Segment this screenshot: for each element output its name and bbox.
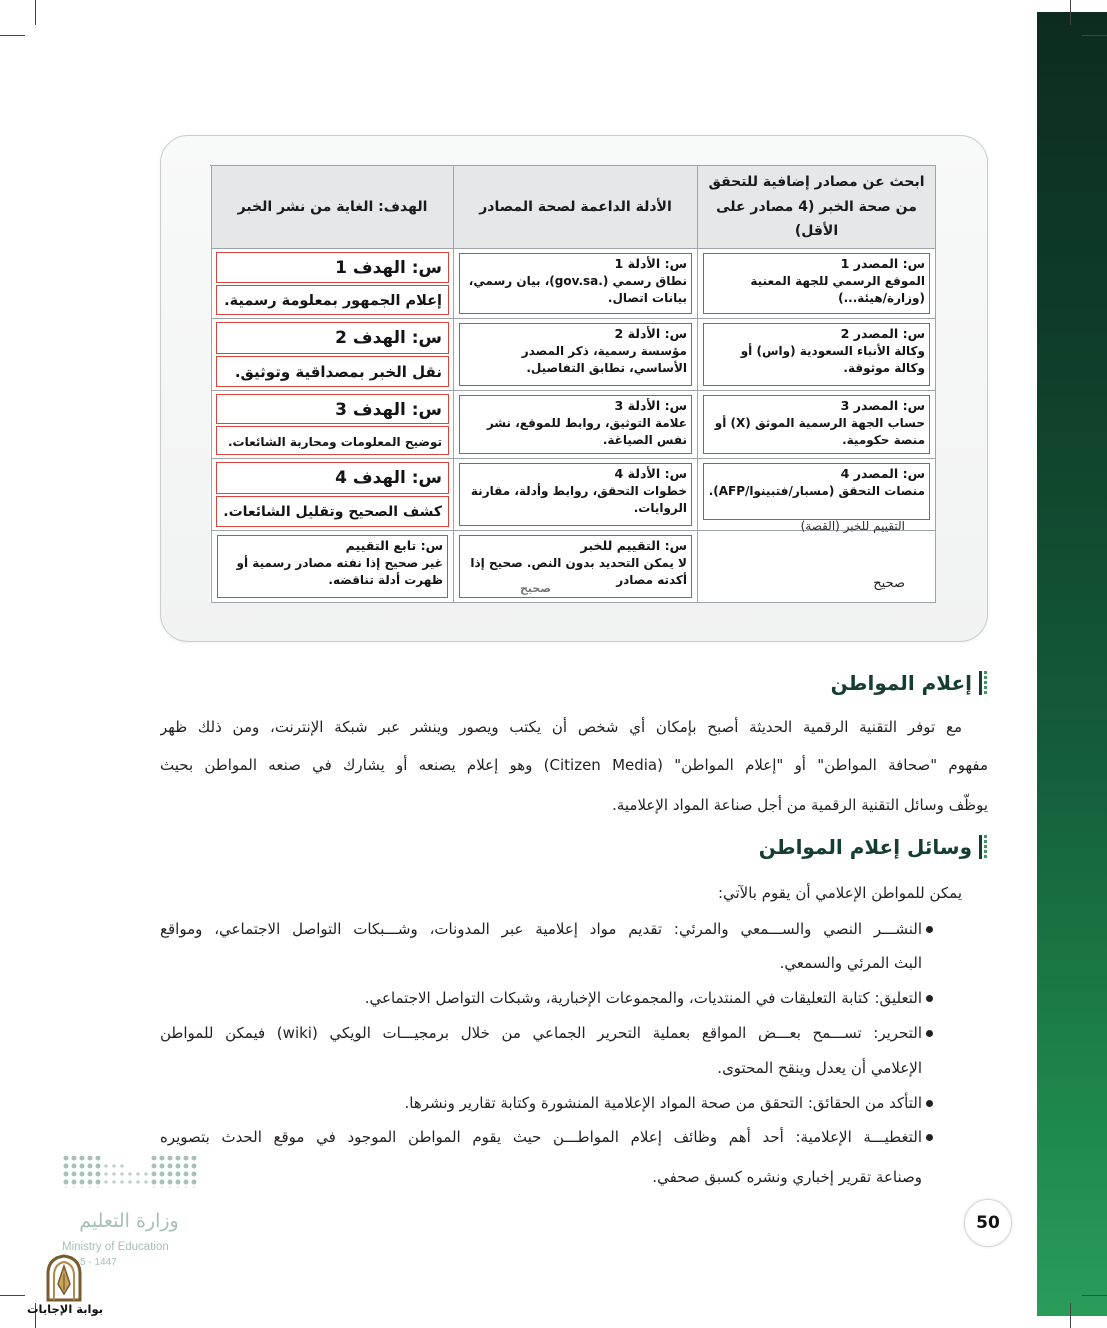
- source-question: س: المصدر 1: [840, 256, 925, 271]
- bullet-dot: [926, 1100, 933, 1107]
- crop-mark: [1070, 0, 1071, 25]
- bullet-text: التعليق: كتابة التعليقات في المنتديات، والمجموعات الإخبارية، وشبكات التواصل الاجتماعي.: [364, 989, 922, 1007]
- section-heading-citizen-media: إعلام المواطن: [830, 671, 972, 695]
- evidence-answer: خطوات التحقق، روابط وأدلة، مقارنة الروايات.: [470, 483, 687, 515]
- crop-mark: [1082, 35, 1107, 36]
- goal-question-box: [216, 252, 449, 283]
- verification-table: [210, 165, 936, 603]
- page-number: 50: [964, 1199, 1012, 1247]
- evidence-question: س: الأدلة 4: [614, 466, 687, 481]
- source-answer-box: [703, 323, 930, 386]
- evidence-cell: [453, 319, 697, 391]
- heading-bar-icon: [977, 671, 989, 695]
- ministry-dots-icon: [62, 1154, 198, 1196]
- bullet-dot: [926, 995, 933, 1002]
- evidence-cell: [453, 249, 697, 319]
- heading-bar-icon: [977, 835, 989, 859]
- source-answer: حساب الجهة الرسمية الموثق (X) أو منصة حكومية.: [714, 415, 925, 447]
- bullet-text: النشـــر النصي والســـمعي والمرئي: تقديم مواد إعلامية عبر المدونات، وشـــبكات التواصل الاجتماعي، ومواقع: [160, 920, 922, 938]
- rating-answer-text: لا يمكن التحديد بدون النص. صحيح إذا أكدته مصادر: [470, 555, 687, 587]
- source-cell: [697, 249, 935, 319]
- source-cell: [697, 459, 935, 531]
- header-evidence-text: الأدلة الداعمة لصحة المصادر: [479, 198, 672, 215]
- rating-goal-cell: [211, 531, 453, 603]
- bullet-dot: [926, 926, 933, 933]
- goal-answer: توضيح المعلومات ومحاربة الشائعات.: [227, 434, 442, 449]
- evidence-answer: نطاق رسمي (.gov.sa)، بيان رسمي، بيانات اتصال.: [468, 273, 687, 305]
- rating-evidence-box: [459, 535, 692, 598]
- goal-question: س: الهدف 3: [335, 400, 442, 420]
- goal-question-box: [216, 322, 449, 354]
- goal-cell: [211, 459, 453, 531]
- crop-mark: [35, 0, 36, 25]
- goal-answer-box: [216, 426, 449, 456]
- source-answer: منصات التحقق (مسبار/فتبينوا/AFP).: [708, 483, 925, 498]
- paragraph-line: مع توفر التقنية الرقمية الحديثة أصبح بإمكان أي شخص أن يكتب ويصور وينشر عبر شبكة الإنترنت، ومن ذلك ظهر: [160, 718, 962, 736]
- header-evidence: [453, 166, 697, 249]
- goal-question: س: الهدف 2: [335, 328, 442, 348]
- goal-cell: [211, 319, 453, 391]
- source-question: س: المصدر 4: [840, 466, 925, 481]
- goal-answer-box: [216, 356, 449, 388]
- rating-followup-answer: غير صحيح إذا نفته مصادر رسمية أو ظهرت أدلة تناقضه.: [236, 555, 443, 587]
- rating-answer: صحيح: [873, 576, 905, 591]
- source-answer-box: [703, 253, 930, 314]
- evidence-answer: مؤسسة رسمية، ذكر المصدر الأساسي، تطابق التفاصيل.: [521, 343, 687, 375]
- crop-mark: [0, 35, 25, 36]
- bullet-text: التأكد من الحقائق: التحقق من صحة المواد الإعلامية المنشورة وكتابة تقارير ونشرها.: [404, 1094, 922, 1112]
- evidence-answer: علامة التوثيق، روابط للموقع، نشر نفس الصياغة.: [486, 415, 687, 447]
- paragraph-line: مفهوم "صحافة المواطن" أو "إعلام المواطن" (Citizen Media) وهو إعلام يصنعه أو يشارك في صنعه المواطن بحيث: [160, 756, 988, 774]
- source-cell: [697, 391, 935, 459]
- source-answer: الموقع الرسمي للجهة المعنية (وزارة/هيئة...): [750, 273, 925, 305]
- printed-rating-label: التقييم للخبر (القصة): [800, 519, 905, 533]
- rating-evidence-cell: [453, 531, 697, 603]
- rating-goal-box: [217, 535, 448, 598]
- evidence-cell: [453, 459, 697, 531]
- ministry-name-arabic: وزارة التعليم: [79, 1210, 179, 1232]
- header-goal: [211, 166, 453, 249]
- goal-answer-box: [216, 285, 449, 316]
- goal-answer: نقل الخبر بمصداقية وتوثيق.: [234, 362, 442, 381]
- goal-question: س: الهدف 4: [335, 468, 442, 488]
- bullet-text: التغطيـــة الإعلامية: أحد أهم وظائف إعلام المواطـــن حيث يقوم المواطن الموجود في موقع الحدث بتصويره: [160, 1128, 922, 1146]
- source-answer: وكالة الأنباء السعودية (واس) أو وكالة موثوقة.: [740, 343, 925, 375]
- evidence-answer-box: [459, 463, 692, 526]
- ministry-name-english: Ministry of Education: [62, 1241, 169, 1253]
- rating-overlay-text: صحيح: [520, 582, 551, 596]
- source-answer-box: [703, 463, 930, 520]
- rating-source-cell: [697, 531, 935, 603]
- bullet-continuation: الإعلامي أن يعدل وينقح المحتوى.: [717, 1059, 922, 1077]
- goal-answer-box: [216, 496, 449, 528]
- rating-question: س: التقييم للخبر: [580, 538, 687, 553]
- header-goal-text: الهدف: الغاية من نشر الخبر: [237, 198, 428, 215]
- goal-question-box: [216, 462, 449, 494]
- arch-pen-icon: [40, 1254, 88, 1302]
- evidence-answer-box: [459, 253, 692, 314]
- crop-mark: [1070, 1303, 1071, 1328]
- paragraph-line: يوظّف وسائل التقنية الرقمية من أجل صناعة المواد الإعلامية.: [612, 796, 988, 814]
- source-question: س: المصدر 3: [840, 398, 925, 413]
- goal-cell: [211, 391, 453, 459]
- crop-mark: [1082, 1295, 1107, 1296]
- source-cell: [697, 319, 935, 391]
- evidence-question: س: الأدلة 1: [614, 256, 687, 271]
- goal-cell: [211, 249, 453, 319]
- source-answer-box: [703, 395, 930, 454]
- bullet-dot: [926, 1134, 933, 1141]
- evidence-question: س: الأدلة 3: [614, 398, 687, 413]
- header-sources: [697, 166, 935, 249]
- header-sources-text: ابحث عن مصادر إضافية للتحقق من صحة الخبر (4 مصادر على الأقل): [708, 174, 925, 240]
- evidence-answer-box: [459, 395, 692, 454]
- evidence-answer-box: [459, 323, 692, 386]
- goal-answer: إعلام الجمهور بمعلومة رسمية.: [224, 292, 442, 309]
- edition-year: 5 - 1447: [80, 1257, 117, 1268]
- bullet-continuation: البث المرئي والسمعي.: [779, 954, 922, 972]
- source-question: س: المصدر 2: [840, 326, 925, 341]
- goal-question: س: الهدف 1: [335, 258, 442, 278]
- goal-answer: كشف الصحيح وتقليل الشائعات.: [223, 503, 442, 520]
- evidence-cell: [453, 391, 697, 459]
- crop-mark: [0, 1295, 25, 1296]
- evidence-question: س: الأدلة 2: [614, 326, 687, 341]
- section-heading-citizen-media-tools: وسائل إعلام المواطن: [758, 835, 972, 859]
- side-color-band: [1037, 12, 1107, 1316]
- gate-logo-text: بوابة الإجابات: [26, 1302, 104, 1316]
- rating-followup-question: س: تابع التقييم: [345, 538, 443, 553]
- bullet-text: التحرير: تســـمح بعـــض المواقع بعملية التحرير الجماعي من خلال برمجيـــات الويكي (wiki) فيمكن للمواطن: [160, 1024, 922, 1042]
- intro-line: يمكن للمواطن الإعلامي أن يقوم بالآتي:: [717, 884, 962, 902]
- goal-question-box: [216, 394, 449, 424]
- bullet-dot: [926, 1030, 933, 1037]
- bullet-continuation: وصناعة تقرير إخباري ونشره كسبق صحفي.: [652, 1168, 922, 1186]
